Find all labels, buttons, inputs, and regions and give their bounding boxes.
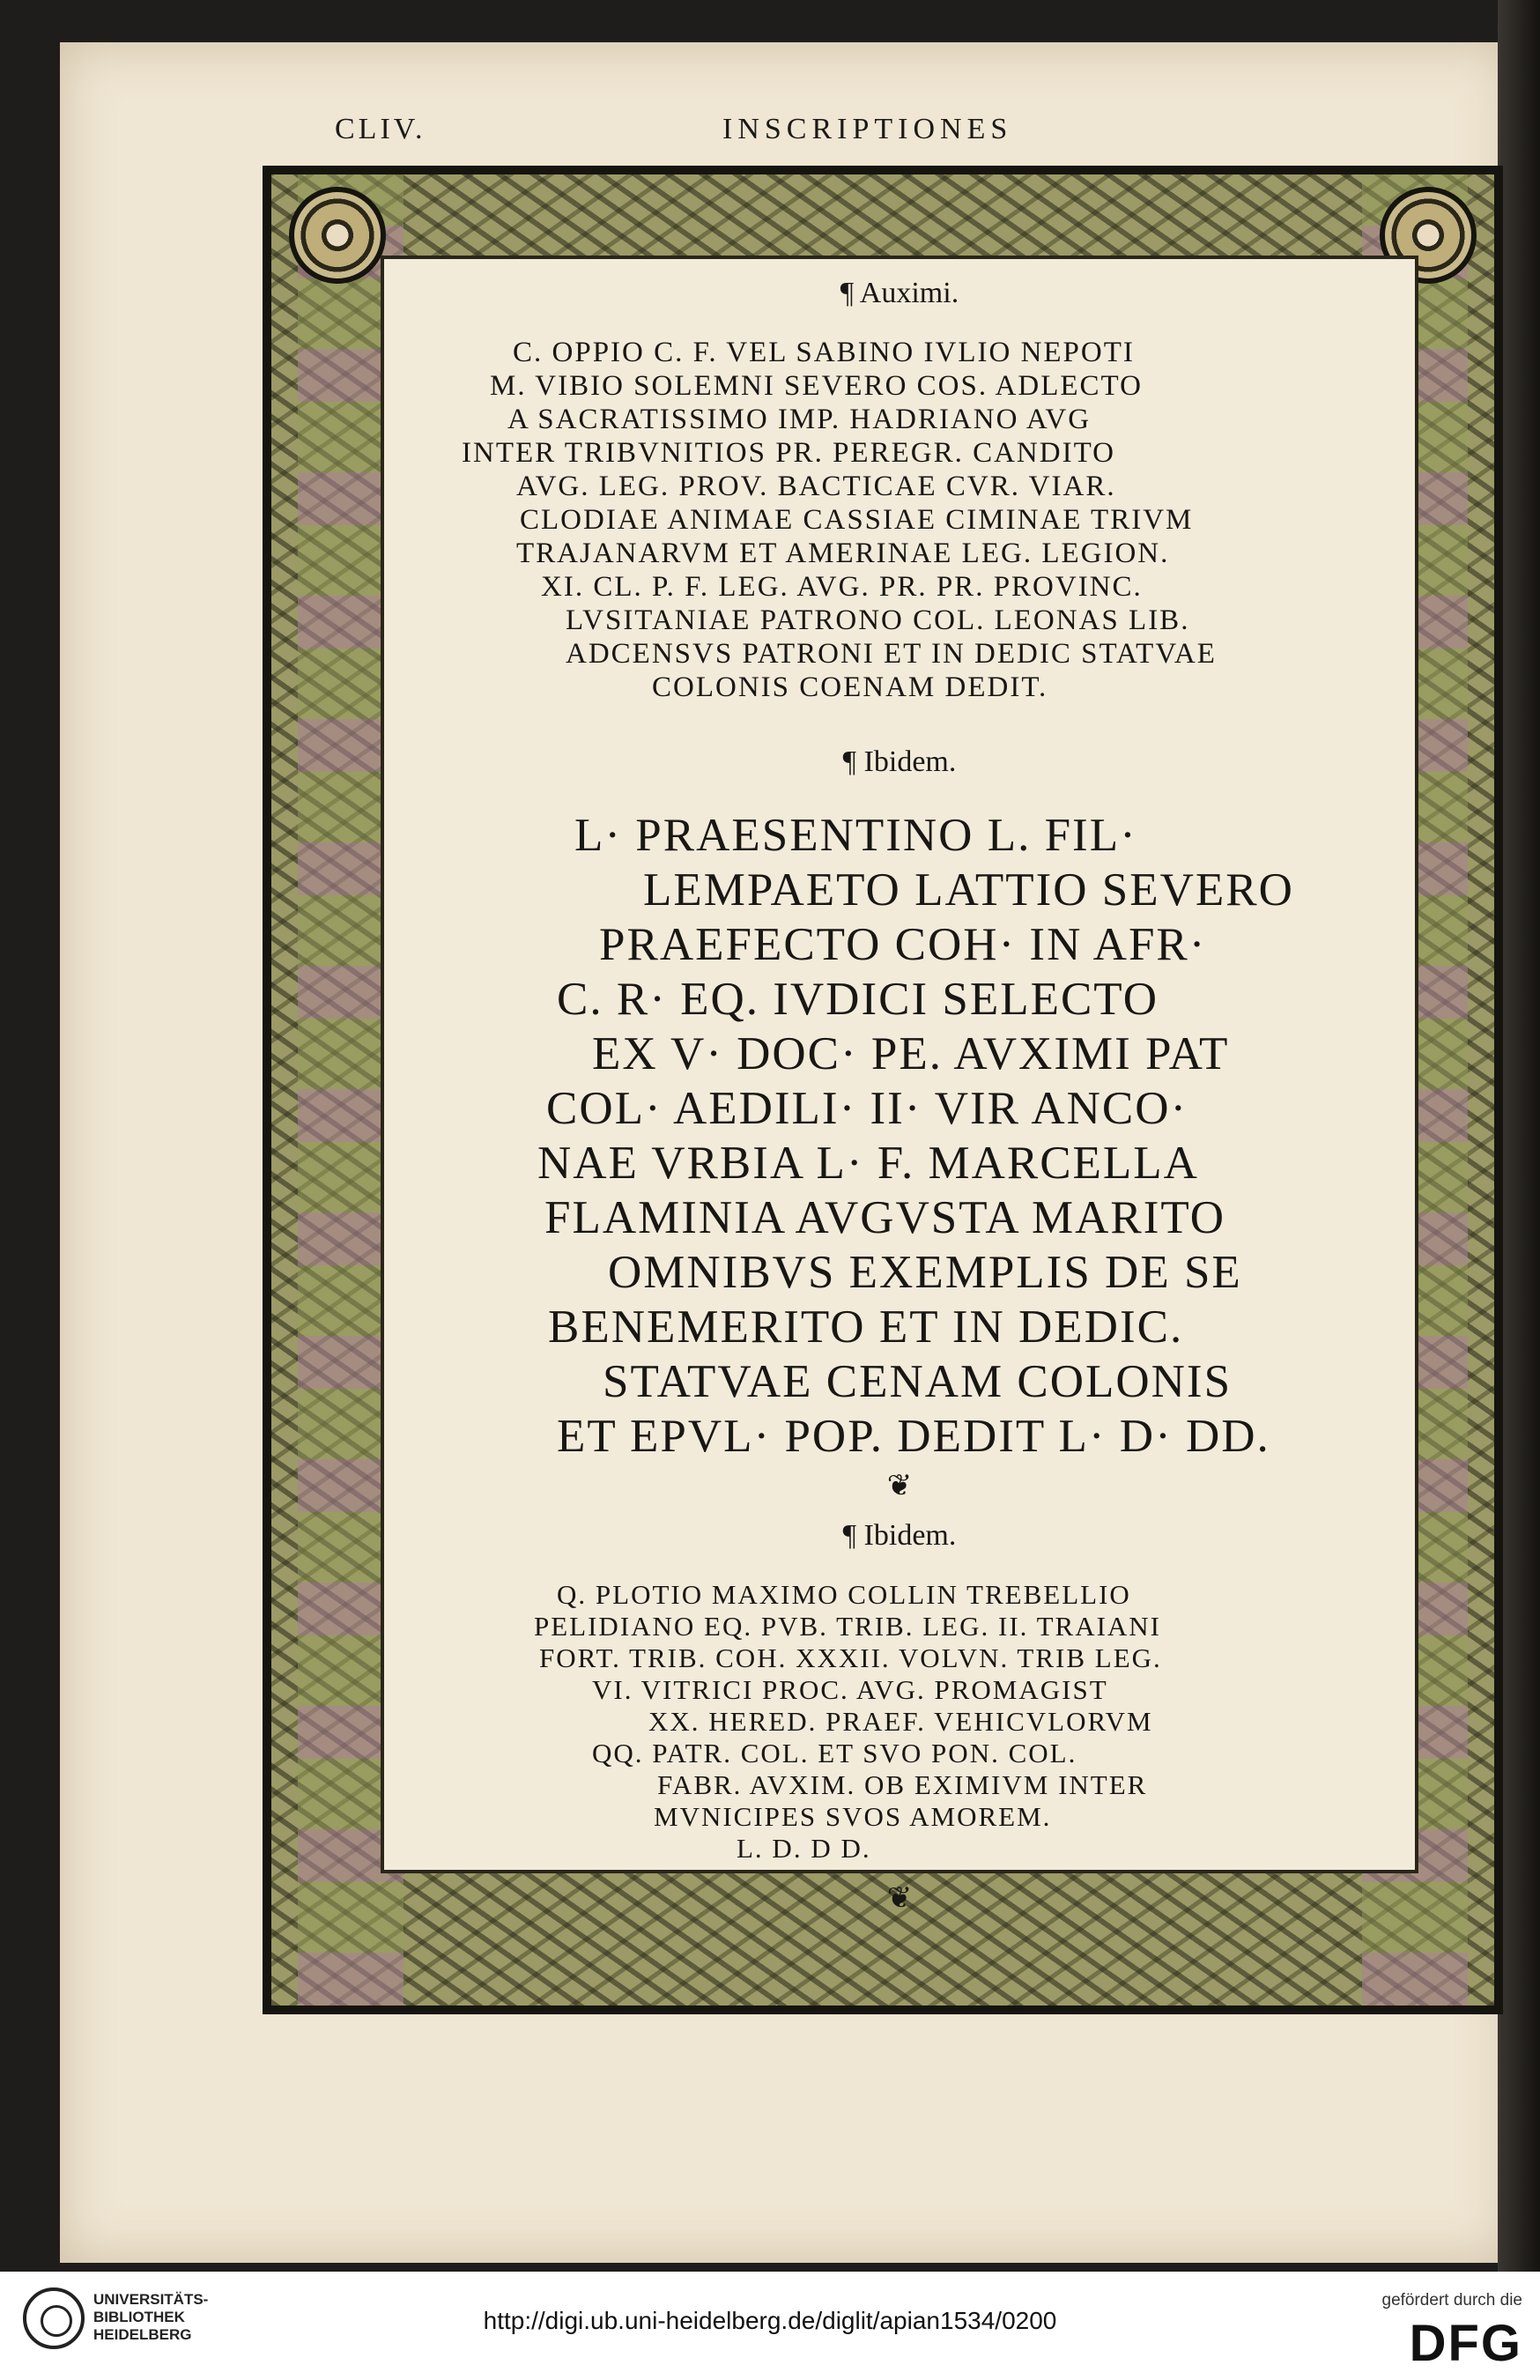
section-heading: ¶ Ibidem. [842, 745, 957, 778]
inscription-line: PRAEFECTO COH· IN AFR· [599, 919, 1207, 970]
inscription-line: A SACRATISSIMO IMP. HADRIANO AVG [507, 404, 1092, 435]
dfg-logo: DFG [1409, 2315, 1522, 2372]
library-name-line: HEIDELBERG [93, 2326, 192, 2343]
inscription-line: NAE VRBIA L· F. MARCELLA [537, 1138, 1199, 1189]
inscription-line: OMNIBVS EXEMPLIS DE SE [608, 1247, 1242, 1298]
permalink-url[interactable]: http://digi.ub.uni-heidelberg.de/diglit/apian1534/0200 [483, 2307, 1057, 2334]
inscription-line: STATVAE CENAM COLONIS [603, 1356, 1233, 1407]
library-name-line: BIBLIOTHEK [93, 2309, 185, 2325]
inscription-line: LEMPAETO LATTIO SEVERO [643, 864, 1294, 916]
inscription-line: C. R· EQ. IVDICI SELECTO [557, 974, 1159, 1025]
inscription-line: VI. VITRICI PROC. AVG. PROMAGIST [592, 1674, 1108, 1705]
inscription-line: XX. HERED. PRAEF. VEHICVLORVM [648, 1706, 1153, 1737]
running-head [335, 113, 1392, 152]
inscription-line: QQ. PATR. COL. ET SVO PON. COL. [592, 1738, 1077, 1768]
funding-note: gefördert durch die [1381, 2291, 1522, 2310]
inscription-line: L· PRAESENTINO L. FIL· [574, 810, 1137, 861]
inscription-line: BENEMERITO ET IN DEDIC. [548, 1301, 1184, 1353]
rosette-ornament-icon [289, 187, 386, 284]
section-heading: ¶ Ibidem. [842, 1519, 957, 1552]
inscription-line: INTER TRIBVNITIOS PR. PEREGR. CANDITO [462, 437, 1115, 469]
inscription-line: C. OPPIO C. F. VEL SABINO IVLIO NEPOTI [513, 337, 1135, 368]
inscription-line: PELIDIANO EQ. PVB. TRIB. LEG. II. TRAIANI [534, 1611, 1162, 1642]
inscription-line: ET EPVL· POP. DEDIT L· D· DD. [557, 1411, 1270, 1462]
inscription-line: CLODIAE ANIMAE CASSIAE CIMINAE TRIVM [520, 504, 1194, 536]
viewer-footer [0, 2272, 1540, 2380]
section-heading: ¶ Auximi. [840, 277, 959, 309]
inscription-line: XI. CL. P. F. LEG. AVG. PR. PR. PROVINC. [541, 571, 1143, 603]
library-name-line: UNIVERSITÄTS- [93, 2291, 209, 2308]
inscription-line: Q. PLOTIO MAXIMO COLLIN TREBELLIO [557, 1579, 1131, 1610]
inscription-line: EX V· DOC· PE. AVXIMI PAT [592, 1028, 1230, 1079]
inscription-line: COLONIS COENAM DEDIT. [652, 671, 1048, 703]
inscription-panel [381, 256, 1418, 1873]
book-spine [1498, 0, 1540, 2273]
inscription-line: TRAJANARVM ET AMERINAE LEG. LEGION. [516, 538, 1170, 569]
inscription-line: M. VIBIO SOLEMNI SEVERO COS. ADLECTO [490, 370, 1143, 402]
inscription-line: FLAMINIA AVGVSTA MARITO [544, 1192, 1226, 1243]
folio-number: CLIV. [335, 113, 426, 145]
inscription-line: COL· AEDILI· II· VIR ANCO· [546, 1083, 1188, 1134]
inscription-line: L. D. D D. [737, 1833, 871, 1864]
inscription-line: MVNICIPES SVOS AMOREM. [654, 1801, 1052, 1832]
inscription-line: LVSITANIAE PATRONO COL. LEONAS LIB. [566, 604, 1190, 636]
inscription-line: FABR. AVXIM. OB EXIMIVM INTER [657, 1769, 1148, 1800]
running-title: INSCRIPTIONES [722, 113, 1013, 145]
inscription-line: ADCENSVS PATRONI ET IN DEDIC STATVAE [566, 638, 1217, 670]
inscription-line: FORT. TRIB. COH. XXXII. VOLVN. TRIB LEG. [539, 1642, 1162, 1673]
fleuron-icon: ❦ [886, 1882, 913, 1915]
inscription-line: AVG. LEG. PROV. BACTICAE CVR. VIAR. [516, 471, 1116, 502]
fleuron-icon: ❦ [886, 1470, 913, 1502]
